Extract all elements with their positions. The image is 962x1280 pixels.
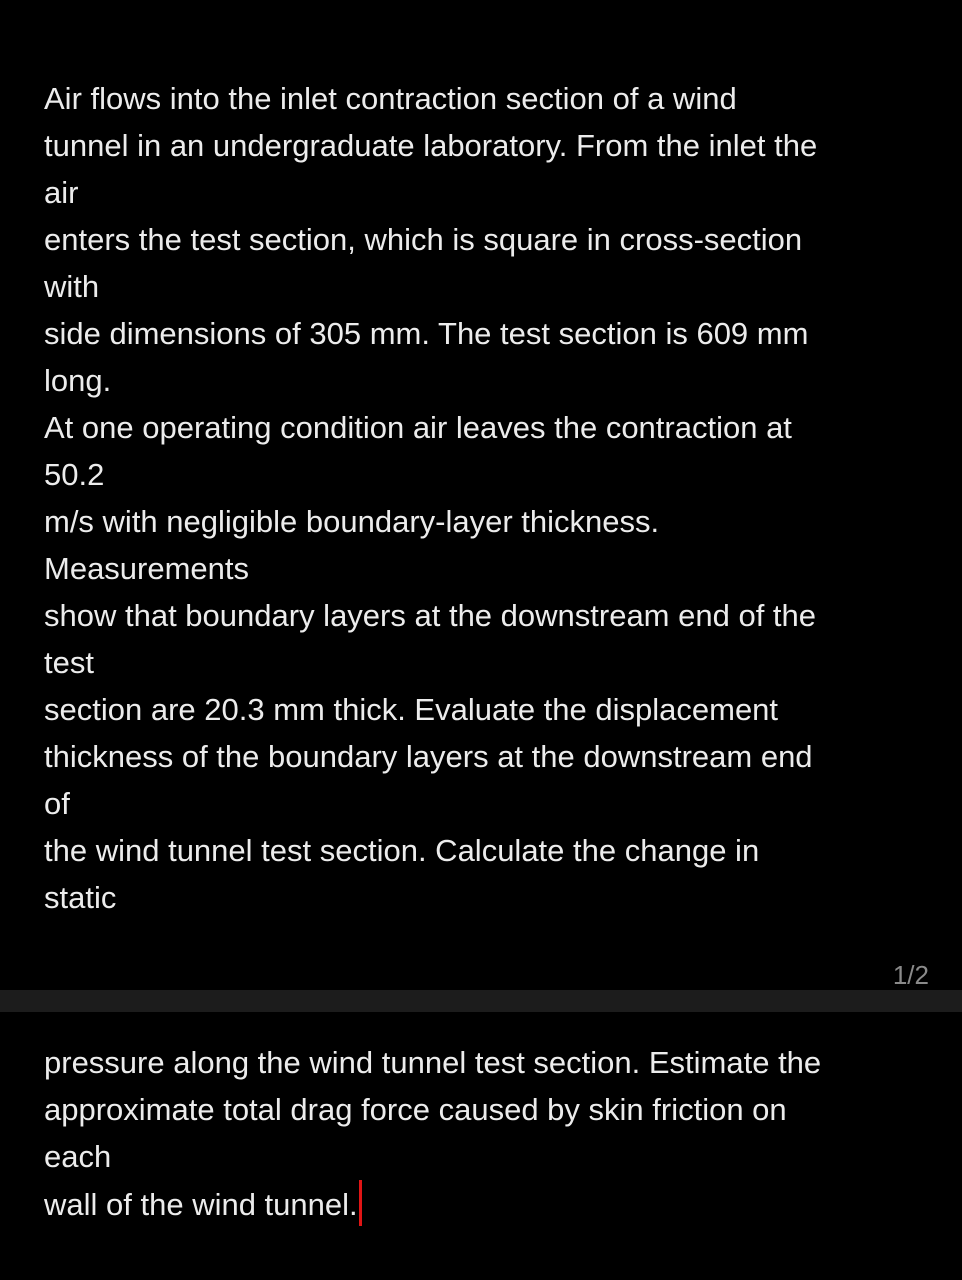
text-line: with [44,269,100,304]
text-line: At one operating condition air leaves the contraction at [44,410,792,445]
text-line-last [44,1180,934,1227]
text-cursor [359,1180,362,1226]
text-line: pressure along the wind tunnel test section. Estimate the [44,1045,822,1080]
text-line: 50.2 [44,457,105,492]
text-line: enters the test section, which is square in cross-section [44,222,803,257]
text-line: tunnel in an undergraduate laboratory. From the inlet the [44,128,818,163]
text-line: thickness of the boundary layers at the downstream end [44,739,813,774]
problem-text-page-2[interactable] [44,1039,934,1227]
text-line: air [44,175,79,210]
text-line: Measurements [44,551,250,586]
page-separator [0,990,962,1012]
text-line: m/s with negligible boundary-layer thickness. [44,504,660,539]
text-line: each [44,1139,112,1174]
text-line: section are 20.3 mm thick. Evaluate the displacement [44,692,779,727]
text-line: static [44,880,117,915]
text-line: show that boundary layers at the downstream end of the [44,598,817,633]
text-line: test [44,645,94,680]
text-line: long. [44,363,112,398]
text-line: approximate total drag force caused by skin friction on [44,1092,787,1127]
text-line: Air flows into the inlet contraction section of a wind [44,81,737,116]
text-line: side dimensions of 305 mm. The test section is 609 mm [44,316,809,351]
page-indicator: 1/2 [892,960,929,990]
text-line-last-content: wall of the wind tunnel. [44,1187,358,1222]
text-line: the wind tunnel test section. Calculate the change in [44,833,760,868]
text-line: of [44,786,70,821]
document-page-2 [0,1012,962,1280]
problem-text-page-1[interactable] [44,75,934,921]
